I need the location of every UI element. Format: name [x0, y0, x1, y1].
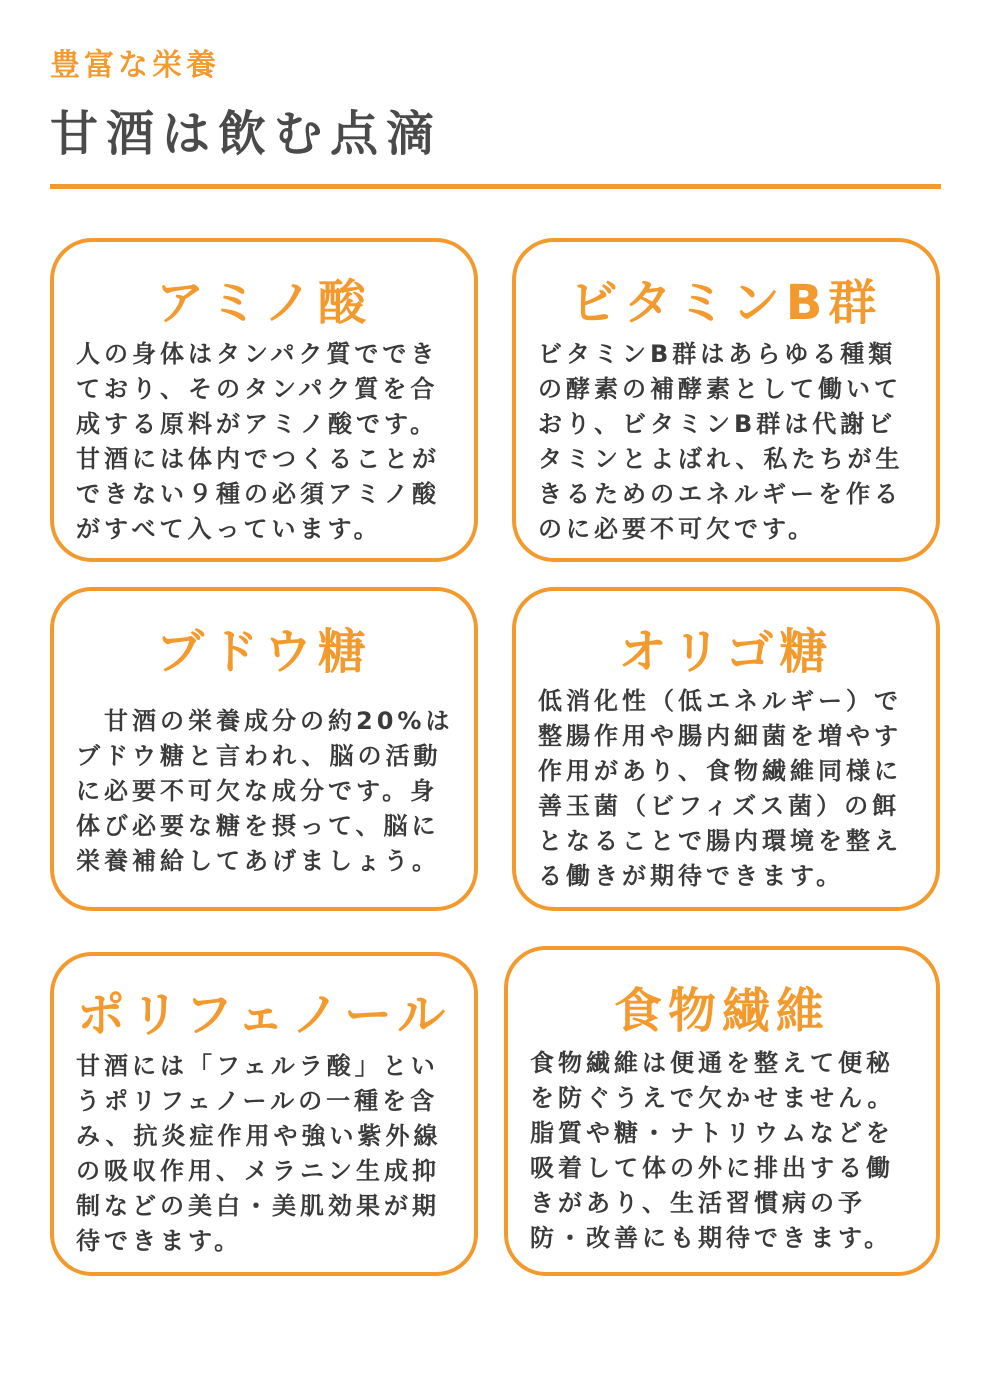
card-body: 甘酒には「フェルラ酸」とい うポリフェノールの一種を含 み、抗炎症作用や強い紫外線 の吸収作用、メラニン生成抑 制などの美白・美肌効果が期 待できます。 [76, 1052, 442, 1255]
nutrient-card-oligosaccharide [512, 587, 940, 911]
card-body: 人の身体はタンパク質ででき ており、そのタンパク質を合 成する原料がアミノ酸です。 甘酒には体内でつくることが できない９種の必須アミノ酸 がすべて入っています。 [76, 340, 440, 543]
card-title: ポリフェノール [76, 987, 452, 1043]
nutrient-card-amino-acid [50, 238, 478, 562]
card-title: ブドウ糖 [155, 624, 372, 680]
card-title: ビタミンB群 [569, 275, 883, 331]
card-title: アミノ酸 [155, 275, 372, 331]
card-title: 食物繊維 [613, 983, 830, 1039]
card-body: 甘酒の栄養成分の約20%は ブドウ糖と言われ、脳の活動 に必要不可欠な成分です。身 体び必要な糖を摂って、脳に 栄養補給してあげましょう。 [76, 707, 454, 875]
title-divider [50, 184, 941, 189]
card-body: ビタミンB群はあらゆる種類 の酵素の補酵素として働いて おり、ビタミンB群は代謝ビ タミンとよばれ、私たちが生 きるためのエネルギーを作る のに必要不可欠です。 [538, 340, 904, 543]
nutrient-card-polyphenol [50, 952, 478, 1276]
card-body: 低消化性（低エネルギー）で 整腸作用や腸内細菌を増やす 作用があり、食物繊維同様に 善玉菌（ビフィズス菌）の餌 となることで腸内環境を整え る働きが期待できます。 [538, 687, 902, 890]
nutrient-card-dietary-fiber [504, 946, 940, 1276]
nutrient-card-glucose [50, 587, 478, 911]
card-title: オリゴ糖 [618, 624, 834, 680]
card-body: 食物繊維は便通を整えて便秘 を防ぐうえで欠かせません。 脂質や糖・ナトリウムなどを 吸着して体の外に排出する働 きがあり、生活習慣病の予 防・改善にも期待できます。 [530, 1049, 896, 1252]
section-eyebrow: 豊富な栄養 [50, 48, 220, 83]
page-title: 甘酒は飲む点滴 [50, 106, 443, 162]
nutrient-card-vitamin-b [512, 238, 940, 562]
